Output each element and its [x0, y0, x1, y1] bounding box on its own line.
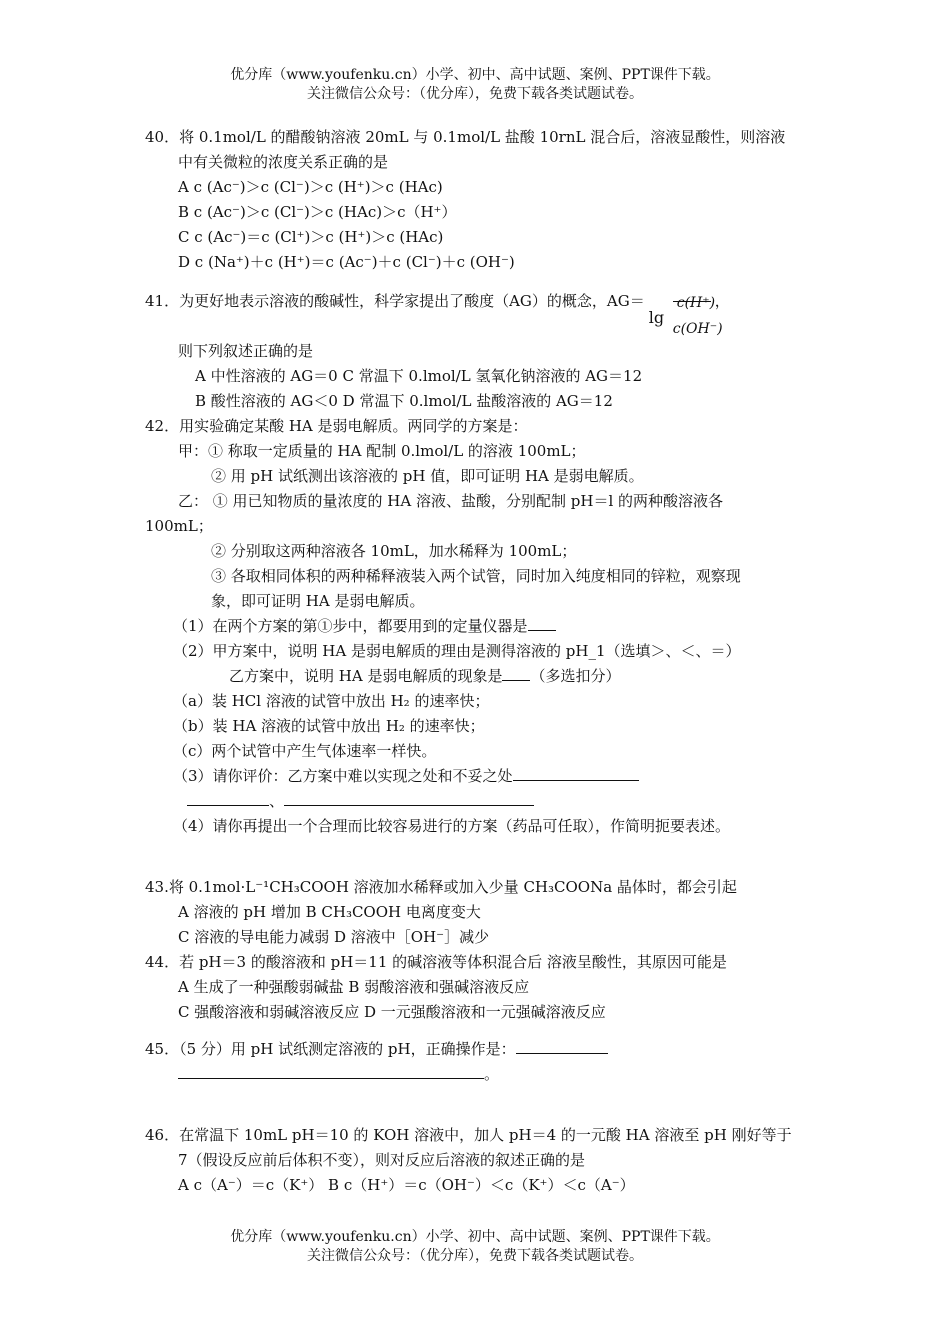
question-43: [145, 875, 820, 950]
q46-stem-2: 7（假设反应前后体积不变），则对反应后溶液的叙述正确的是: [178, 1151, 586, 1169]
q42-yi-2: ② 分别取这两种溶液各 10mL，加水稀释为 100mL；: [211, 542, 577, 560]
q45-stem-text: 45．（5 分）用 pH 试纸测定溶液的 pH，正确操作是：: [145, 1040, 516, 1058]
q44-options-ab: A 生成了一种强酸弱碱盐 B 弱酸溶液和强碱溶液反应: [178, 978, 530, 996]
formula-lg: lg: [648, 308, 665, 327]
q42-part-1: [145, 614, 820, 639]
q46-stem-1: 46．在常温下 10mL pH＝10 的 KOH 溶液中，加人 pH＝4 的一元酸 HA 溶液至 pH 刚好等于: [145, 1126, 792, 1144]
q41-stem: [145, 275, 820, 337]
question-45: [145, 1037, 820, 1087]
q42-jia-1: 甲：① 称取一定质量的 HA 配制 0.lmol/L 的溶液 100mL；: [178, 442, 586, 460]
answer-blank-5[interactable]: [284, 789, 534, 806]
q42-part-2b-note: （多选扣分）: [530, 667, 621, 685]
footer-line-1: 优分库（www.youfenku.cn）小学、初中、高中试题、案例、PPT课件下载。: [230, 1229, 720, 1245]
q42-yi-3b: 象，即可证明 HA 是弱电解质。: [211, 592, 425, 610]
page-header: [0, 66, 950, 104]
q40-option-c: C c (Ac⁻)＝c (Cl⁺)＞c (H⁺)＞c (HAc): [178, 228, 444, 246]
q45-stem: [145, 1037, 820, 1062]
q42-part-3: [145, 764, 820, 789]
page-footer: [0, 1228, 950, 1266]
q42-choice-b: （b）装 HA 溶液的试管中放出 H₂ 的速率快；: [173, 717, 485, 735]
q41-tail: ，: [714, 292, 730, 310]
q41-options-bd: B 酸性溶液的 AG＜0 D 常温下 0.lmol/L 盐酸溶液的 AG＝12: [195, 392, 613, 410]
q42-stem: 42．用实验确定某酸 HA 是弱电解质。两同学的方案是：: [145, 417, 528, 435]
exam-content: [145, 125, 820, 1198]
question-41: [145, 275, 820, 414]
q42-choice-c: （c）两个试管中产生气体速率一样快。: [173, 742, 437, 760]
q42-jia-2: ② 用 pH 试纸测出该溶液的 pH 值，即可证明 HA 是弱电解质。: [211, 467, 644, 485]
q40-option-d: D c (Na⁺)＋c (H⁺)＝c (Ac⁻)＋c (Cl⁻)＋c (OH⁻): [178, 253, 515, 271]
q40-stem-1: 40．将 0.1mol/L 的醋酸钠溶液 20mL 与 0.1mol/L 盐酸 10rnL 混合后，溶液显酸性，则溶液: [145, 128, 786, 146]
q42-yi-1b: 100mL；: [145, 517, 213, 535]
q46-options-ab: A c（A⁻）＝c（K⁺） B c（H⁺）＝c（OH⁻）＜c（K⁺）＜c（A⁻）: [178, 1176, 635, 1194]
answer-blank-6[interactable]: [516, 1037, 608, 1054]
question-44: [145, 950, 820, 1025]
q42-part-2: （2）甲方案中，说明 HA 是弱电解质的理由是测得溶液的 pH_1（选填＞、＜、＝）: [173, 642, 741, 660]
q41-stem-text: 41．为更好地表示溶液的酸碱性，科学家提出了酸度（AG）的概念，AG＝: [145, 292, 645, 310]
q44-options-cd: C 强酸溶液和弱碱溶液反应 D 一元强酸溶液和一元强碱溶液反应: [178, 1003, 606, 1021]
question-40: [145, 125, 820, 275]
q45-line-2: [145, 1062, 820, 1087]
header-line-1: 优分库（www.youfenku.cn）小学、初中、高中试题、案例、PPT课件下载。: [230, 67, 720, 83]
q41-options-ac: A 中性溶液的 AG＝0 C 常温下 0.lmol/L 氢氧化钠溶液的 AG＝12: [195, 367, 643, 385]
q42-yi-1: 乙： ① 用已知物质的量浓度的 HA 溶液、盐酸，分别配制 pH＝l 的两种酸溶液各: [178, 492, 724, 510]
formula-numerator: c(H⁺): [676, 295, 716, 311]
question-46: [145, 1123, 820, 1198]
formula-denominator: c(OH⁻): [672, 321, 723, 337]
answer-blank-1[interactable]: [528, 614, 556, 631]
q45-end: 。: [484, 1065, 500, 1083]
q43-options-ab: A 溶液的 pH 增加 B CH₃COOH 电离度变大: [178, 903, 481, 921]
q42-part-4: （4）请你再提出一个合理而比较容易进行的方案（药品可任取），作简明扼要表述。: [173, 817, 731, 835]
answer-blank-7[interactable]: [178, 1062, 484, 1079]
answer-blank-4[interactable]: [187, 789, 269, 806]
q42-part-1-text: （1）在两个方案的第①步中，都要用到的定量仪器是: [173, 617, 528, 635]
footer-line-2: 关注微信公众号：（优分库），免费下载各类试题试卷。: [307, 1248, 643, 1264]
q40-option-a: A c (Ac⁻)＞c (Cl⁻)＞c (H⁺)＞c (HAc): [178, 178, 443, 196]
q40-stem-2: 中有关微粒的浓度关系正确的是: [178, 153, 389, 171]
q44-stem: 44．若 pH＝3 的酸溶液和 pH＝11 的碱溶液等体积混合后 溶液呈酸性，其原因可能是: [145, 953, 727, 971]
q42-part-2b-text: 乙方案中，说明 HA 是弱电解质的现象是: [229, 667, 503, 685]
q42-part-3b: [145, 789, 820, 814]
q42-part-3-sep: 、: [269, 792, 285, 810]
q42-part-2b: [145, 664, 820, 689]
q42-yi-3: ③ 各取相同体积的两种稀释液装入两个试管，同时加入纯度相同的锌粒，观察现: [211, 567, 741, 585]
question-42: [145, 414, 820, 839]
answer-blank-3[interactable]: [513, 764, 639, 781]
ag-formula: [648, 277, 723, 337]
fraction-bar: [673, 301, 711, 302]
answer-blank-2[interactable]: [502, 664, 530, 681]
q40-option-b: B c (Ac⁻)＞c (Cl⁻)＞c (HAc)＞c（H⁺）: [178, 203, 457, 221]
q42-choice-a: （a）装 HCl 溶液的试管中放出 H₂ 的速率快；: [173, 692, 490, 710]
q43-options-cd: C 溶液的导电能力减弱 D 溶液中［OH⁻］减少: [178, 928, 490, 946]
q41-stem-2: 则下列叙述正确的是: [178, 342, 314, 360]
header-line-2: 关注微信公众号：（优分库），免费下载各类试题试卷。: [307, 86, 643, 102]
q43-stem: 43.将 0.1mol·L⁻¹CH₃COOH 溶液加水稀释或加入少量 CH₃COONa 晶体时，都会引起: [145, 878, 737, 896]
q42-part-3-text: （3）请你评价：乙方案中难以实现之处和不妥之处: [173, 767, 513, 785]
